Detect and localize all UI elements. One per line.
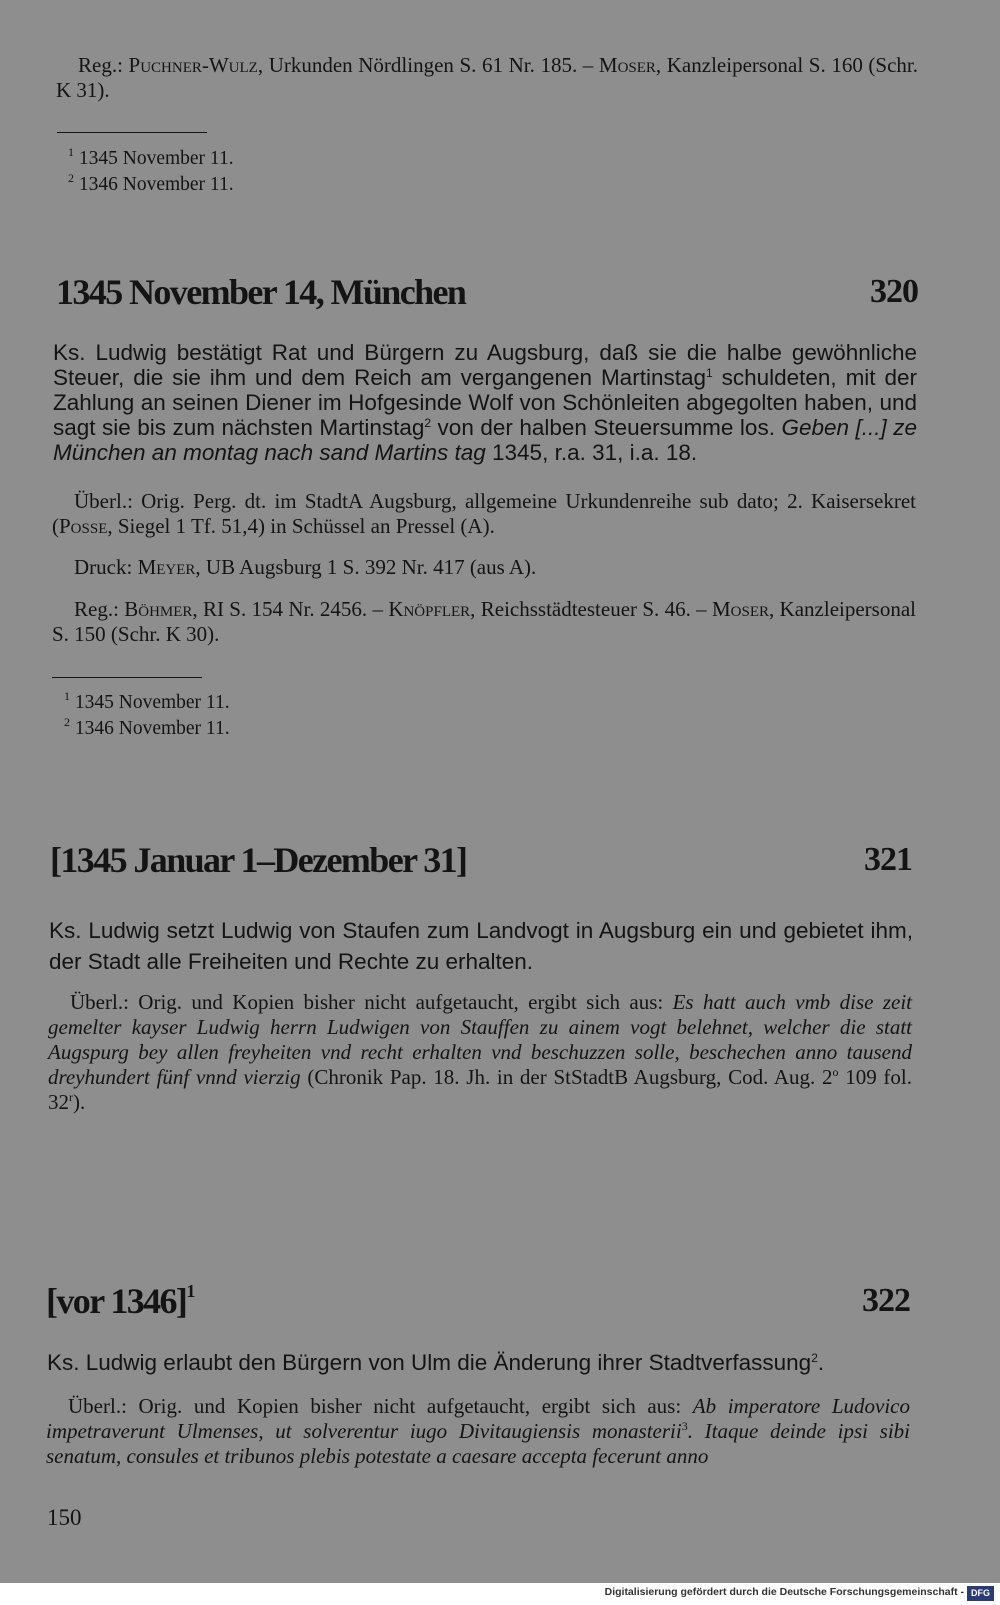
- footnote-mark: 2: [68, 171, 74, 185]
- quoted-text: Geben [...] ze München an montag nach sand Martins tag: [53, 415, 917, 465]
- footnote-mark: 2: [811, 1351, 818, 1365]
- entry-ueberlieferung: Überl.: Orig. und Kopien bisher nicht aufgetaucht, ergibt sich aus: Es hatt auch vmb dise zeit gemelter kayser Ludwig herrn Ludwigen von Stauffen zu ainem vogt belehnet, welcher die statt Augspurg bey allen freyheiten vnd recht erhalten vnd beschuzzen solle, beschechen anno tausend dreyhundert fünf vnnd vierzig (Chronik Pap. 18. Jh. in der StStadtB Augsburg, Cod. Aug. 2$^o$ 109 fol. 32$^r$).: [48, 990, 912, 1114]
- author-name: Moser: [711, 597, 769, 621]
- entry-ueberlieferung: Überl.: Orig. Perg. dt. im StadtA Augsburg, allgemeine Urkundenreihe sub dato; 2. Kaisersekret (Posse, Siegel 1 Tf. 51,4) in Schüssel an Pressel (A).: [52, 489, 916, 538]
- author-name: Böhmer: [124, 597, 193, 621]
- page-number: 150: [47, 1505, 82, 1530]
- reg-text: , Kanzleipersonal S. 160 (Schr. K 31).: [56, 53, 918, 102]
- entry-number: 322: [862, 1282, 910, 1319]
- author-name: Meyer: [137, 555, 196, 579]
- reg-label: Reg.:: [78, 53, 129, 77]
- footer-bar: [0, 1583, 1000, 1605]
- footnote-text: 1345 November 11.: [74, 148, 234, 169]
- footnote-1: [64, 690, 230, 716]
- entry-druck: Druck: Meyer, UB Augsburg 1 S. 392 Nr. 417 (aus A).: [74, 555, 537, 579]
- footnote-rule: [57, 132, 207, 133]
- footnote-mark: 1: [64, 689, 70, 703]
- footnote-1: [68, 146, 234, 172]
- footnote-mark: 1: [705, 366, 713, 380]
- entry-number: 320: [870, 273, 918, 310]
- entry-summary: Ks. Ludwig setzt Ludwig von Staufen zum Landvogt in Augsburg ein und gebietet ihm, der Stadt alle Freiheiten und Rechte zu erhalten.: [49, 918, 913, 974]
- footnote-text: 1346 November 11.: [74, 174, 234, 195]
- entry-regesten: Reg.: Böhmer, RI S. 154 Nr. 2456. – Knöpfler, Reichsstädtesteuer S. 46. – Moser, Kanzleipersonal S. 150 (Schr. K 30).: [52, 597, 916, 646]
- quoted-text: Es hatt auch vmb dise zeit gemelter kayser Ludwig herrn Ludwigen von Stauffen zu ainem vogt belehnet, welcher die statt Augspurg bey allen freyheiten vnd recht erhalten vnd beschuzzen solle, beschechen anno tausend dreyhundert fünf vnnd vierzig: [48, 990, 912, 1089]
- footnote-mark: 1: [186, 1281, 196, 1301]
- dfg-logo-icon[interactable]: DFG: [967, 1586, 994, 1601]
- reg-author: Moser: [598, 53, 656, 77]
- quoted-text: . Itaque deinde ipsi sibi senatum, consules et tribunos plebis potestate a caesare accepta fecerunt anno: [46, 1419, 911, 1468]
- footer-credit: Digitalisierung gefördert durch die Deutsche Forschungsgemeinschaft -: [604, 1586, 964, 1598]
- entry-heading: 1345 November 14, München: [56, 272, 466, 312]
- footnote-text: 1346 November 11.: [70, 718, 230, 739]
- footnote-2: [68, 172, 234, 198]
- footnote-mark: 3: [681, 1419, 688, 1433]
- footnote-mark: 2: [64, 715, 70, 729]
- quoted-text: Ab imperatore Ludovico impetraverunt Ulmenses, ut solverentur iugo Divitaugiensis monasterii: [46, 1394, 910, 1443]
- entry-summary: Ks. Ludwig bestätigt Rat und Bürgern zu Augsburg, daß sie die halbe gewöhnliche Steuer, die sie ihm und dem Reich am vergangenen Martinstag$^1$ schuldeten, mit der Zahlung an seinen Diener im Hofgesinde Wolf von Schönleiten abgegolten haben, und sagt sie bis zum nächsten Martinstag$^2$ von der halben Steuersumme los. Geben [...] ze München an montag nach sand Martins tag 1345, r.a. 31, i.a. 18.: [53, 340, 917, 465]
- entry-heading: [1345 Januar 1–Dezember 31]: [50, 840, 467, 880]
- author-name: Knöpfler: [388, 597, 471, 621]
- entry-heading: [vor 1346]$^1$: [46, 1281, 196, 1321]
- footnote-text: 1345 November 11.: [70, 692, 230, 713]
- entry-summary: Ks. Ludwig erlaubt den Bürgern von Ulm die Änderung ihrer Stadtverfassung$^2$.: [47, 1350, 825, 1375]
- reg-text: , Urkunden Nördlingen S. 61 Nr. 185. –: [257, 53, 599, 77]
- footnote-mark: 2: [424, 416, 432, 430]
- footnote-mark: 1: [68, 145, 74, 159]
- reg-author: Puchner-Wulz: [128, 53, 258, 77]
- entry-number: 321: [864, 841, 912, 878]
- entry-ueberlieferung: Überl.: Orig. und Kopien bisher nicht aufgetaucht, ergibt sich aus: Ab imperatore Ludovico impetraverunt Ulmenses, ut solverentur iugo Divitaugiensis monasterii$^3$. Itaque deinde ipsi sibi senatum, consules et tribunos plebis potestate a caesare accepta fecerunt anno: [46, 1394, 911, 1468]
- footnote-rule: [52, 677, 202, 678]
- author-name: Posse: [59, 514, 108, 538]
- footnote-2: [64, 716, 230, 742]
- prev-entry-regesten: [56, 53, 918, 103]
